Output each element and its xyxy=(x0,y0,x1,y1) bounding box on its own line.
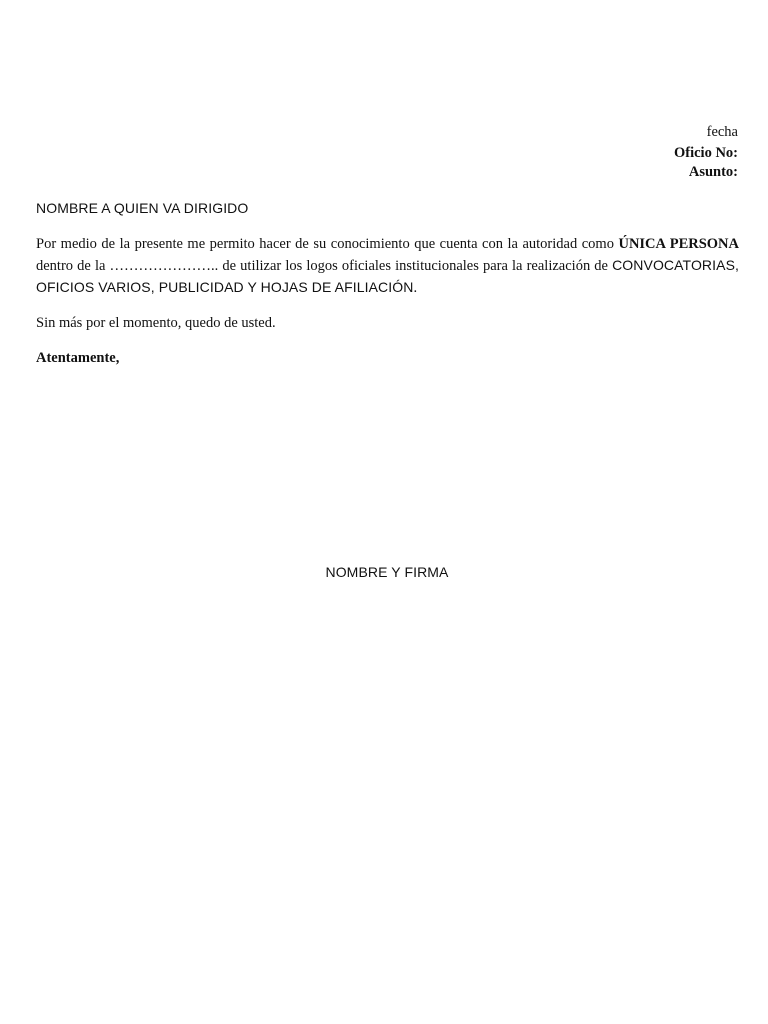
body-paragraph xyxy=(36,234,739,299)
body-text-1: Por medio de la presente me permito hacer de su conocimiento que cuenta con la autoridad como xyxy=(36,236,619,252)
body-bold-text: ÚNICA PERSONA xyxy=(618,236,739,252)
body-text-end: . xyxy=(413,280,418,296)
header-info xyxy=(674,123,738,182)
sign-off: Atentamente, xyxy=(36,350,120,366)
asunto-label: Asunto: xyxy=(688,164,738,180)
signature-line: NOMBRE Y FIRMA xyxy=(325,564,449,580)
body-text-2: dentro de la ………………….. de utilizar los logos oficiales institucionales para la realización de xyxy=(36,258,613,274)
oficio-label: Oficio No: xyxy=(673,145,738,161)
date-label: fecha xyxy=(706,124,738,140)
closing-line: Sin más por el momento, quedo de usted. xyxy=(36,315,276,331)
body-caps-text: CONVOCATORIAS, OFICIOS VARIOS, PUBLICIDAD Y HOJAS DE AFILIACIÓN xyxy=(36,257,739,295)
recipient-name: NOMBRE A QUIEN VA DIRIGIDO xyxy=(36,200,249,216)
